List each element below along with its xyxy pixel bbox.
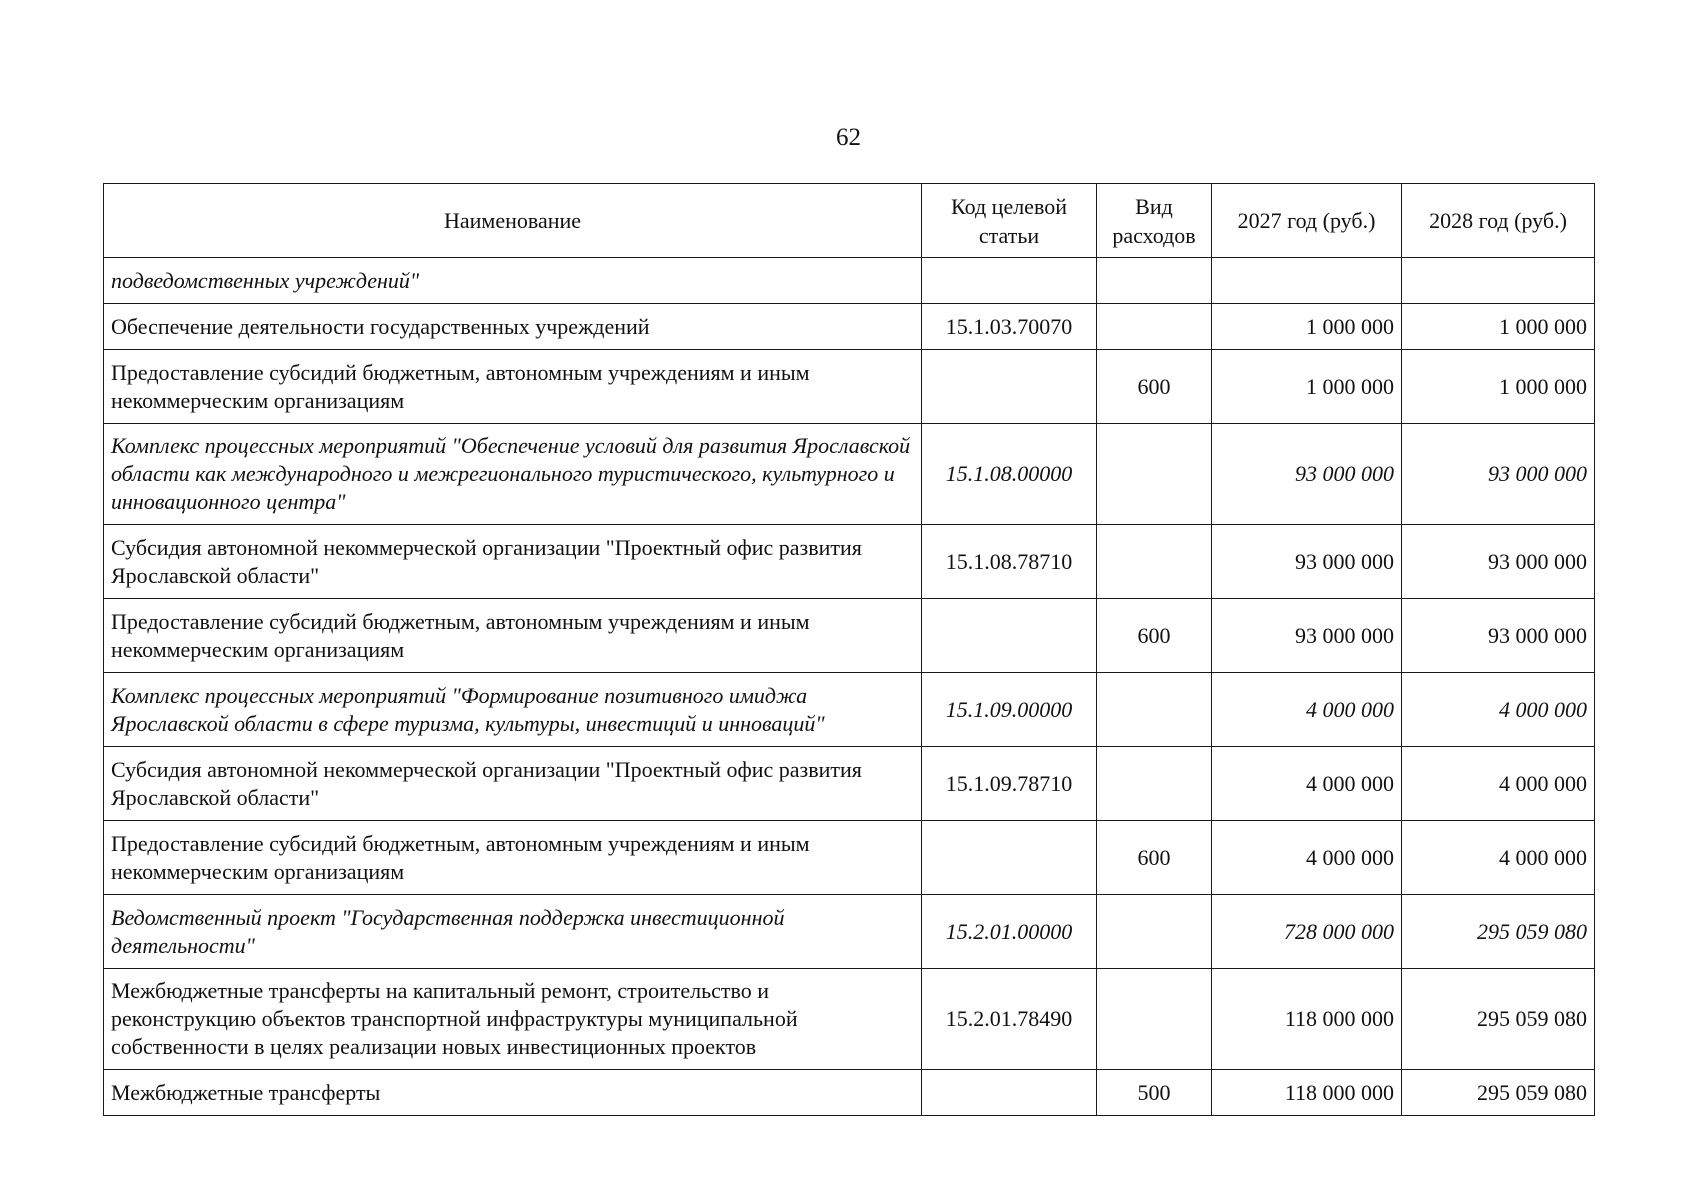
- row-2028: 295 059 080: [1402, 969, 1595, 1070]
- table-row: [104, 258, 1595, 304]
- row-2027: 4 000 000: [1212, 821, 1402, 895]
- row-code: 15.2.01.00000: [922, 895, 1097, 969]
- table-row: [104, 821, 1595, 895]
- table-row: [104, 747, 1595, 821]
- header-kind: Вид расходов: [1097, 184, 1212, 258]
- row-2027: 93 000 000: [1212, 525, 1402, 599]
- row-kind: [1097, 304, 1212, 350]
- table-row: [104, 969, 1595, 1070]
- row-kind: [1097, 525, 1212, 599]
- row-kind: [1097, 673, 1212, 747]
- row-2028: 4 000 000: [1402, 747, 1595, 821]
- header-name: Наименование: [104, 184, 922, 258]
- table-row: [104, 525, 1595, 599]
- row-code: [922, 1070, 1097, 1116]
- row-2028: 93 000 000: [1402, 599, 1595, 673]
- row-code: [922, 821, 1097, 895]
- row-2028: 295 059 080: [1402, 1070, 1595, 1116]
- table-header-row: [104, 184, 1595, 258]
- row-code: 15.1.08.00000: [922, 424, 1097, 525]
- row-kind: 600: [1097, 821, 1212, 895]
- row-2027: 4 000 000: [1212, 747, 1402, 821]
- table-row: [104, 350, 1595, 424]
- row-code: [922, 350, 1097, 424]
- row-2027: 93 000 000: [1212, 599, 1402, 673]
- row-kind: [1097, 424, 1212, 525]
- row-code: 15.1.03.70070: [922, 304, 1097, 350]
- row-code: 15.2.01.78490: [922, 969, 1097, 1070]
- row-kind: [1097, 895, 1212, 969]
- table-row: [104, 895, 1595, 969]
- row-2028: 295 059 080: [1402, 895, 1595, 969]
- row-kind: 600: [1097, 350, 1212, 424]
- row-2027: 728 000 000: [1212, 895, 1402, 969]
- page-number: 62: [836, 124, 861, 151]
- row-2028: 4 000 000: [1402, 821, 1595, 895]
- row-2028: 1 000 000: [1402, 304, 1595, 350]
- table-row: [104, 424, 1595, 525]
- row-name: Предоставление субсидий бюджетным, автономным учреждениям и иным некоммерческим организациям: [104, 350, 922, 424]
- header-2028: 2028 год (руб.): [1402, 184, 1595, 258]
- row-kind: [1097, 258, 1212, 304]
- row-2028: [1402, 258, 1595, 304]
- table-row: [104, 304, 1595, 350]
- row-code: 15.1.09.00000: [922, 673, 1097, 747]
- row-2027: 1 000 000: [1212, 350, 1402, 424]
- row-2027: [1212, 258, 1402, 304]
- row-code: [922, 258, 1097, 304]
- row-2027: 4 000 000: [1212, 673, 1402, 747]
- row-name: Субсидия автономной некоммерческой организации "Проектный офис развития Ярославской области": [104, 747, 922, 821]
- row-2027: 118 000 000: [1212, 1070, 1402, 1116]
- row-2027: 93 000 000: [1212, 424, 1402, 525]
- row-kind: [1097, 969, 1212, 1070]
- row-2028: 93 000 000: [1402, 424, 1595, 525]
- row-name: Межбюджетные трансферты: [104, 1070, 922, 1116]
- row-2028: 4 000 000: [1402, 673, 1595, 747]
- row-2028: 1 000 000: [1402, 350, 1595, 424]
- row-kind: [1097, 747, 1212, 821]
- row-name: Комплекс процессных мероприятий "Формирование позитивного имиджа Ярославской области в сфере туризма, культуры, инвестиций и инноваций": [104, 673, 922, 747]
- row-name: Обеспечение деятельности государственных учреждений: [104, 304, 922, 350]
- table-row: [104, 599, 1595, 673]
- header-2027: 2027 год (руб.): [1212, 184, 1402, 258]
- row-name: Комплекс процессных мероприятий "Обеспечение условий для развития Ярославской области как международного и межрегионального туристического, культурного и инновационного центра": [104, 424, 922, 525]
- row-code: 15.1.09.78710: [922, 747, 1097, 821]
- row-kind: 600: [1097, 599, 1212, 673]
- row-2028: 93 000 000: [1402, 525, 1595, 599]
- header-code: Код целевой статьи: [922, 184, 1097, 258]
- row-name: подведомственных учреждений": [104, 258, 922, 304]
- row-name: Предоставление субсидий бюджетным, автономным учреждениям и иным некоммерческим организациям: [104, 599, 922, 673]
- row-name: Субсидия автономной некоммерческой организации "Проектный офис развития Ярославской области": [104, 525, 922, 599]
- row-name: Предоставление субсидий бюджетным, автономным учреждениям и иным некоммерческим организациям: [104, 821, 922, 895]
- table-row: [104, 673, 1595, 747]
- row-kind: 500: [1097, 1070, 1212, 1116]
- row-code: [922, 599, 1097, 673]
- row-2027: 1 000 000: [1212, 304, 1402, 350]
- table-row: [104, 1070, 1595, 1116]
- row-name: Межбюджетные трансферты на капитальный ремонт, строительство и реконструкцию объектов транспортной инфраструктуры муниципальной собственности в целях реализации новых инвестиционных проектов: [104, 969, 922, 1070]
- row-name: Ведомственный проект "Государственная поддержка инвестиционной деятельности": [104, 895, 922, 969]
- row-code: 15.1.08.78710: [922, 525, 1097, 599]
- budget-table: [103, 183, 1595, 1116]
- row-2027: 118 000 000: [1212, 969, 1402, 1070]
